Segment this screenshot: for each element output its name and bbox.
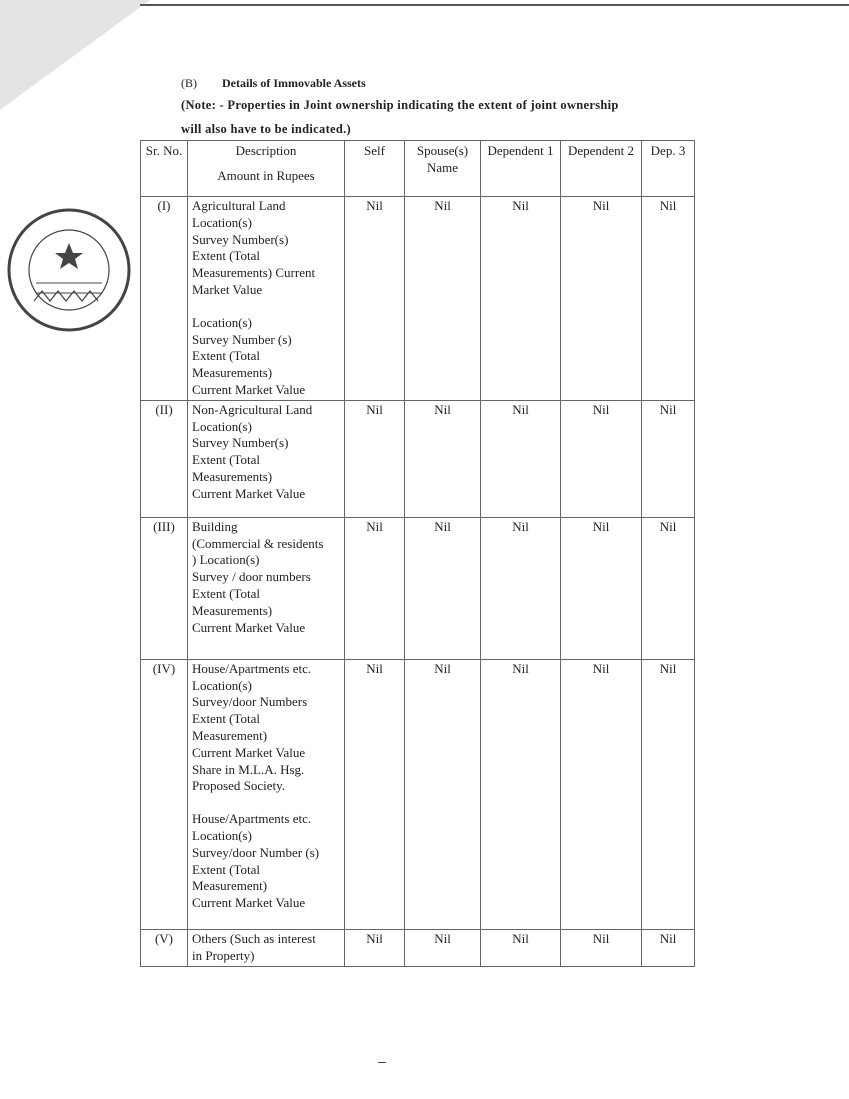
- value-spouse: Nil: [405, 659, 481, 929]
- description-line: in Property): [192, 947, 255, 963]
- description-line: Measurements): [192, 468, 273, 484]
- header-dependent-3: Dep. 3: [642, 141, 695, 197]
- page-mark: [378, 1062, 386, 1063]
- value-dependent-1: Nil: [481, 517, 561, 659]
- header-sr-no: Sr. No.: [141, 141, 188, 197]
- header-description-label: Description: [235, 143, 297, 158]
- header-dependent-2: Dependent 2: [561, 141, 642, 197]
- row-description: [188, 659, 345, 929]
- value-dependent-3: Nil: [642, 517, 695, 659]
- description-line: Market Value: [192, 281, 263, 297]
- row-sr-no: (III): [141, 517, 188, 659]
- table-row: [141, 659, 695, 929]
- description-line: Extent (Total: [192, 861, 261, 877]
- description-line: Current Market Value: [192, 895, 306, 911]
- immovable-assets-table: [140, 140, 695, 967]
- description-line: Measurements): [192, 365, 273, 381]
- note-line-2: will also have to be indicated.): [181, 122, 352, 136]
- value-dependent-3: Nil: [642, 197, 695, 401]
- section-label: (B): [181, 76, 197, 90]
- value-spouse: Nil: [405, 929, 481, 966]
- description-line: Location(s): [192, 418, 252, 434]
- value-dependent-3: Nil: [642, 400, 695, 517]
- description-line: Measurement): [192, 727, 268, 743]
- table-row: [141, 400, 695, 517]
- value-dependent-1: Nil: [481, 659, 561, 929]
- description-line: Agricultural Land: [192, 198, 286, 213]
- table-row: [141, 929, 695, 966]
- row-sr-no: (V): [141, 929, 188, 966]
- description-line: House/Apartments etc.: [192, 811, 312, 827]
- header-spouse: Spouse(s) Name: [405, 141, 481, 197]
- description-line: Non-Agricultural Land: [192, 401, 313, 417]
- description-line: Survey Number(s): [192, 435, 289, 451]
- official-seal-stamp: [4, 205, 134, 335]
- description-line: Others (Such as interest: [192, 930, 316, 946]
- value-spouse: Nil: [405, 197, 481, 401]
- description-line: House/Apartments etc.: [192, 660, 312, 676]
- section-heading: [181, 76, 366, 91]
- value-dependent-3: Nil: [642, 659, 695, 929]
- description-line: Current Market Value: [192, 381, 306, 397]
- row-description: [188, 400, 345, 517]
- value-self: Nil: [345, 197, 405, 401]
- description-line: Survey/door Number (s): [192, 844, 320, 860]
- table-header-row: [141, 141, 695, 197]
- table-row: [141, 197, 695, 401]
- description-line: Survey Number (s): [192, 331, 292, 347]
- value-spouse: Nil: [405, 517, 481, 659]
- description-line: Proposed Society.: [192, 778, 286, 794]
- value-dependent-2: Nil: [561, 517, 642, 659]
- value-dependent-3: Nil: [642, 929, 695, 966]
- stamp-star-icon: [55, 243, 83, 269]
- row-description: [188, 197, 345, 401]
- description-line: Share in M.L.A. Hsg.: [192, 761, 305, 777]
- description-line: ) Location(s): [192, 552, 260, 568]
- value-spouse: Nil: [405, 400, 481, 517]
- row-sr-no: (II): [141, 400, 188, 517]
- value-dependent-2: Nil: [561, 400, 642, 517]
- value-dependent-1: Nil: [481, 197, 561, 401]
- value-dependent-2: Nil: [561, 659, 642, 929]
- value-self: Nil: [345, 659, 405, 929]
- description-line: Measurement): [192, 878, 268, 894]
- description-line: Current Market Value: [192, 619, 306, 635]
- description-line: Extent (Total: [192, 452, 261, 468]
- row-sr-no: (IV): [141, 659, 188, 929]
- spacer: [192, 795, 340, 811]
- description-line: Extent (Total: [192, 585, 261, 601]
- description-line: Measurements) Current: [192, 265, 316, 281]
- description-line: Extent (Total: [192, 348, 261, 364]
- description-line: Location(s): [192, 214, 252, 230]
- section-title: Details of Immovable Assets: [222, 76, 366, 90]
- header-description: [188, 141, 345, 197]
- description-line: Survey / door numbers: [192, 569, 311, 585]
- description-line: (Commercial & residents: [192, 535, 324, 551]
- description-line: Location(s): [192, 314, 252, 330]
- value-self: Nil: [345, 517, 405, 659]
- description-line: Current Market Value: [192, 485, 306, 501]
- row-sr-no: (I): [141, 197, 188, 401]
- description-line: Extent (Total: [192, 711, 261, 727]
- value-self: Nil: [345, 400, 405, 517]
- scan-corner-shadow: [0, 0, 150, 110]
- row-description: [188, 517, 345, 659]
- value-dependent-1: Nil: [481, 400, 561, 517]
- header-amount-label: Amount in Rupees: [217, 168, 315, 183]
- description-line: Building: [192, 518, 238, 534]
- spacer: [192, 299, 340, 315]
- header-dependent-1: Dependent 1: [481, 141, 561, 197]
- value-dependent-2: Nil: [561, 197, 642, 401]
- row-description: [188, 929, 345, 966]
- description-line: Survey Number(s): [192, 231, 289, 247]
- table-row: [141, 517, 695, 659]
- description-line: Measurements): [192, 602, 273, 618]
- description-line: Extent (Total: [192, 248, 261, 264]
- value-dependent-2: Nil: [561, 929, 642, 966]
- header-self: Self: [345, 141, 405, 197]
- description-line: Current Market Value: [192, 744, 306, 760]
- description-line: Location(s): [192, 677, 252, 693]
- value-self: Nil: [345, 929, 405, 966]
- note-line-1: (Note: - Properties in Joint ownership indicating the extent of joint ownership: [181, 98, 619, 112]
- description-line: Location(s): [192, 827, 252, 843]
- description-line: Survey/door Numbers: [192, 694, 308, 710]
- scan-edge: [140, 4, 849, 6]
- value-dependent-1: Nil: [481, 929, 561, 966]
